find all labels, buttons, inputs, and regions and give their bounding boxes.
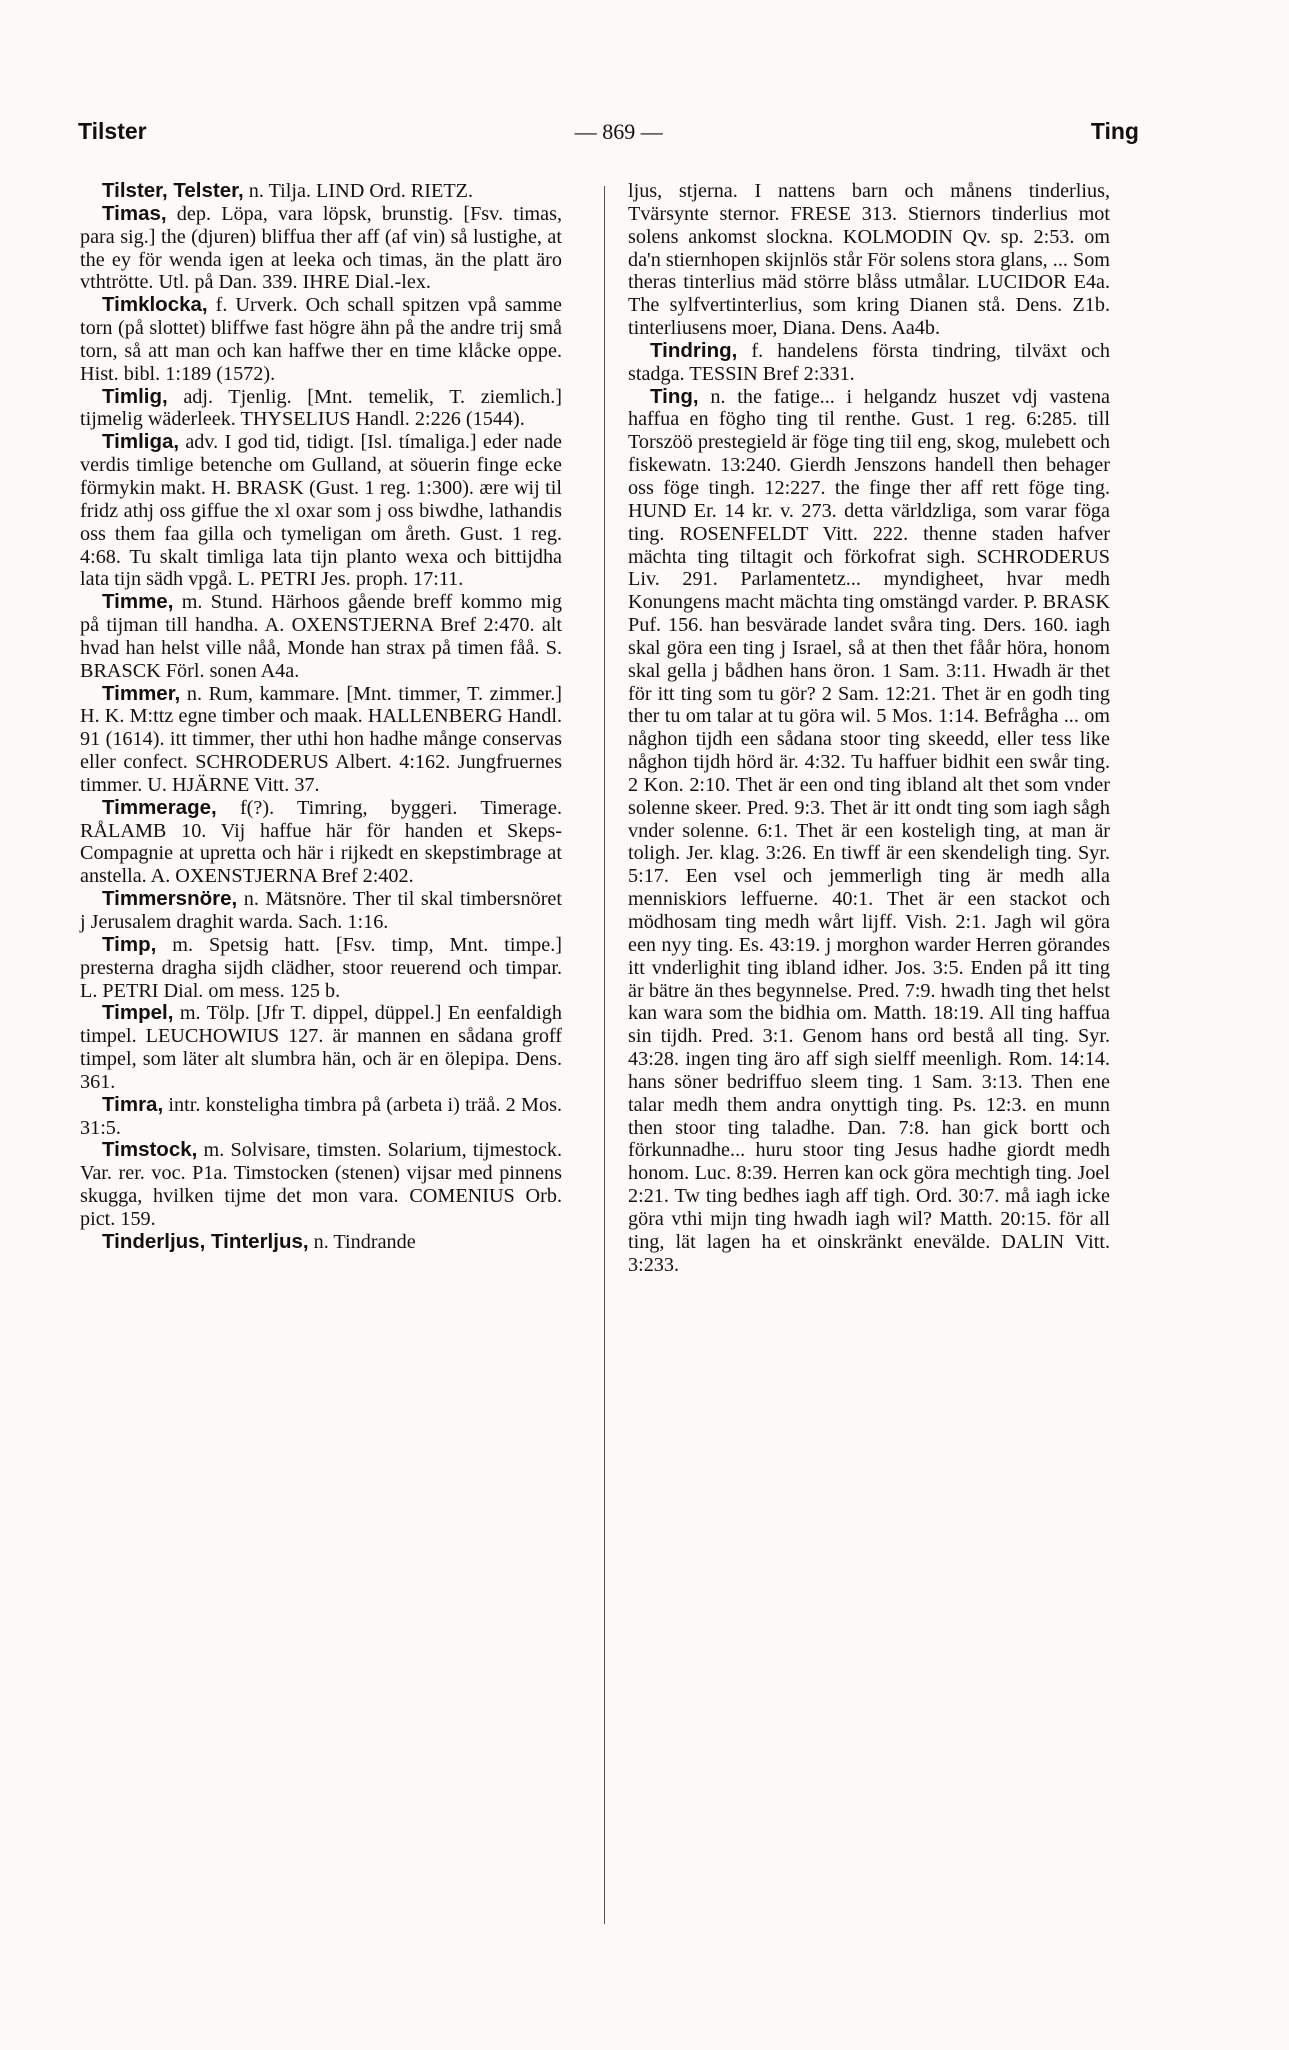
- entry-headword: Timmerage,: [102, 795, 217, 819]
- entry-text: ljus, stjerna. I nattens barn och månens tinderlius, Tvärsynte sternor. FRESE 313. Stiernors tinderlius mot solens ankomst slockna. KOLMODIN Qv. sp. 2:53. om da'n stiernhopen skijnlös står För solens stora glans, ... Som theras tinterlius mäd större blåss utmålar. LUCIDOR E4a. The sylfvertinterlius, som kring Dianen stå. Dens. Z1b. tinterliusens moer, Diana. Dens. Aa4b.: [628, 180, 1110, 340]
- entry-headword: Timme,: [102, 590, 174, 614]
- entry-text: m. Tölp. [Jfr T. dippel, düppel.] En eenfaldigh timpel. LEUCHOWIUS 127. är mannen en sådana groff timpel, som läter alt slumbra hän, och är en ölepipa. Dens. 361.: [80, 1002, 562, 1093]
- entry-text: n. Mätsnöre. Ther til skal timbersnöret j Jerusalem draghit warda. Sach. 1:16.: [80, 888, 562, 933]
- entry-headword: Tindring,: [650, 338, 738, 362]
- entry-headword: Tinderljus, Tinterljus,: [102, 1229, 309, 1253]
- entry-text: intr. konsteligha timbra på (arbeta i) träå. 2 Mos. 31:5.: [80, 1093, 562, 1139]
- dictionary-entry: [628, 386, 1110, 1277]
- entry-headword: Tilster, Telster,: [102, 179, 244, 202]
- entry-headword: Timmer,: [102, 681, 181, 705]
- entry-headword: Timra,: [102, 1092, 164, 1116]
- entry-headword: Timklocka,: [102, 293, 208, 317]
- entry-text: f(?). Timring, byggeri. Timerage. RÅLAMB 10. Vij haffue här för handen et Skeps-Compagnie at upretta och här i rijkedt en skepstimbrage at anstella. A. OXENSTJERNA Bref 2:402.: [80, 796, 562, 888]
- dictionary-entry: [80, 1094, 562, 1140]
- entry-text: m. Spetsig hatt. [Fsv. timp, Mnt. timpe.] presterna dragha sijdh clädher, stoor reuerend och timpar. L. PETRI Dial. om mess. 125 b.: [80, 933, 562, 1002]
- dictionary-entry: [80, 203, 562, 294]
- entry-headword: Ting,: [650, 384, 699, 408]
- dictionary-entry: [80, 797, 562, 888]
- right-column: [628, 180, 1110, 1277]
- dictionary-entry: [80, 591, 562, 682]
- entry-text: n. the fatige... i helgandz huszet vdj vastena haffua en fögho ting til renthe. Gust. 1 reg. 6:285. till Torszöö prestegield är föge ting tiil eng, skog, mulebett och fiskewatn. 13:240. Gierdh Jenszons handell then behager oss föge tingh. 12:227. the finge ther aff rett föge ting. HUND Er. 14 kr. v. 273. detta världzliga, som varar föga ting. ROSENFELDT Vitt. 222. thenne staden hafver mächta ting tiltagit och förkofrat sigh. SCHRODERUS Liv. 291. Parlamentetz... myndigheet, hvar medh Konungens macht mächta ting omstängd varder. P. BRASK Puf. 156. han besvärade landet svåra ting. Ders. 160. iagh skal göra een ting j Israel, så at then thet fåår höra, honom skal gella j bådhen hans öron. 1 Sam. 3:11. Hwadh är thet för itt ting som tu gör? 2 Sam. 12:21. Thet är en godh ting ther tu om talar at tu göra wil. 5 Mos. 1:14. Befrågha ... om någhon tijdh een sådana stoor ting skeedd, eller tess like någhon tijdh hörd är. 4:32. Tu haffuer bidhit een swår ting. 2 Kon. 2:10. Thet är een ond ting ibland alt thet som vnder solenne skeer. Pred. 9:3. Thet är itt ondt ting som iagh sågh vnder solenne. 6:1. Thet är een kosteligh ting, at man är toligh. Jer. klag. 3:26. En tiwff är een skendeligh ting. Syr. 5:17. Een vsel och jemmerligh ting är medh alla menniskiors leffuerne. 40:1. Thet är een stackot och mödhosam ting medh wårt lijff. Vish. 2:1. Jagh wil göra een nyy ting. Es. 43:19. j morghon warder Herren görandes itt vnderlighit ting ibland idher. Jos. 3:5. Enden på itt ting är bätre än thes begynnelse. Pred. 7:9. hwadh ting thet helst kan wara som the bidhia om. Matth. 18:19. All ting haffua sin tijdh. Pred. 3:1. Genom hans ord bestå all ting. Syr. 43:28. ingen ting äro aff sigh sielff meenligh. Rom. 14:14. hans söner bedriffuo sleem ting. 1 Sam. 3:13. Then ene talar medh them andra onyttigh ting. Ps. 12:3. en munn then stoor ting taladhe. Dan. 7:8. han gick bortt och förkunnadhe... huru stoor ting Jesus hadhe giordt medh honom. Luc. 8:39. Herren kan ock göra mechtigh ting. Joel 2:21. Tw ting bedhes iagh aff tigh. Ord. 30:7. må iagh icke göra vthi mijn ting hwadh iagh wil? Matth. 20:15. för all ting, lät lagen ha et oinskränkt enevälde. DALIN Vitt. 3:233.: [628, 385, 1110, 1276]
- entry-headword: Timstock,: [102, 1138, 198, 1162]
- dictionary-entry-continuation: [628, 180, 1110, 340]
- dictionary-entry: [80, 888, 562, 934]
- entry-headword: Timliga,: [102, 430, 180, 454]
- dictionary-entry: [80, 294, 562, 385]
- entry-text: n. Tindrande: [308, 1230, 416, 1253]
- entry-headword: Timlig,: [102, 384, 168, 408]
- dictionary-entry: [80, 386, 562, 432]
- left-column: [80, 180, 562, 1254]
- page-number: — 869 —: [574, 119, 663, 144]
- header-right-word: Ting: [1090, 118, 1139, 144]
- entry-headword: Timp,: [102, 932, 157, 956]
- dictionary-entry: [80, 934, 562, 1003]
- entry-text: n. Tilja. LIND Ord. RIETZ.: [243, 180, 474, 202]
- entry-text: f. handelens första tindring, tilväxt och stadga. TESSIN Bref 2:331.: [628, 339, 1110, 385]
- dictionary-entry: [628, 340, 1110, 386]
- entry-headword: Timmersnöre,: [102, 887, 238, 911]
- entry-text: f. Urverk. Och schall spitzen vpå samme torn (på slottet) bliffwe fast högre ähn på the andre trij små torn, så att man och kan haffwe ther en time klåcke oppe. Hist. bibl. 1:189 (1572).: [80, 294, 562, 385]
- header-left-word: Tilster: [78, 118, 147, 144]
- dictionary-entry: [80, 1139, 562, 1230]
- dictionary-entry: [80, 1231, 562, 1254]
- entry-text: m. Stund. Härhoos gående breff kommo mig på tijman till handha. A. OXENSTJERNA Bref 2:470. alt hvad han helst ville nåå, Monde han strax på timen fåå. S. BRASCK Förl. sonen A4a.: [80, 591, 562, 682]
- column-divider: [604, 186, 605, 1924]
- entry-text: dep. Löpa, vara löpsk, brunstig. [Fsv. timas, para sig.] the (djuren) bliffua ther aff (af vin) så lustighe, at the ey för wenda igen at leeka och timas, än the platt äro vthtrötte. Utl. på Dan. 339. IHRE Dial.-lex.: [80, 202, 562, 294]
- entry-text: adj. Tjenlig. [Mnt. temelik, T. ziemlich.] tijmelig wäderleek. THYSELIUS Handl. 2:226 (1544).: [80, 385, 562, 431]
- dictionary-entry: [80, 431, 562, 591]
- entry-text: n. Rum, kammare. [Mnt. timmer, T. zimmer.] H. K. M:ttz egne timber och maak. HALLENBERG Handl. 91 (1614). itt timmer, ther uthi hon hadhe månge conservas eller confect. SCHRODERUS Albert. 4:162. Jungfruernes timmer. U. HJÄRNE Vitt. 37.: [80, 682, 562, 796]
- dictionary-entry: [80, 180, 562, 203]
- dictionary-entry: [80, 683, 562, 797]
- entry-text: m. Solvisare, timsten. Solarium, tijmestock. Var. rer. voc. P1a. Timstocken (stenen) vijsar med pinnens skugga, hvilken tijme det mon vara. COMENIUS Orb. pict. 159.: [80, 1139, 562, 1230]
- entry-headword: Timpel,: [102, 1001, 174, 1025]
- running-header: [78, 118, 1139, 152]
- entry-text: adv. I god tid, tidigt. [Isl. tímaliga.] eder nade verdis timlige betenche om Gulland, at söuerin finge ecke förmykin makt. H. BRASK (Gust. 1 reg. 1:300). ære wij til fridz athj oss giffue the xl oxar som j oss biwdhe, lathandis oss them faa gilla och tymeligan om åreth. Gust. 1 reg. 4:68. Tu skalt timliga lata tijn planto wexa och bittijdha lata tijn sädh vpgå. L. PETRI Jes. proph. 17:11.: [80, 431, 562, 591]
- entry-headword: Timas,: [102, 201, 167, 225]
- dictionary-entry: [80, 1002, 562, 1093]
